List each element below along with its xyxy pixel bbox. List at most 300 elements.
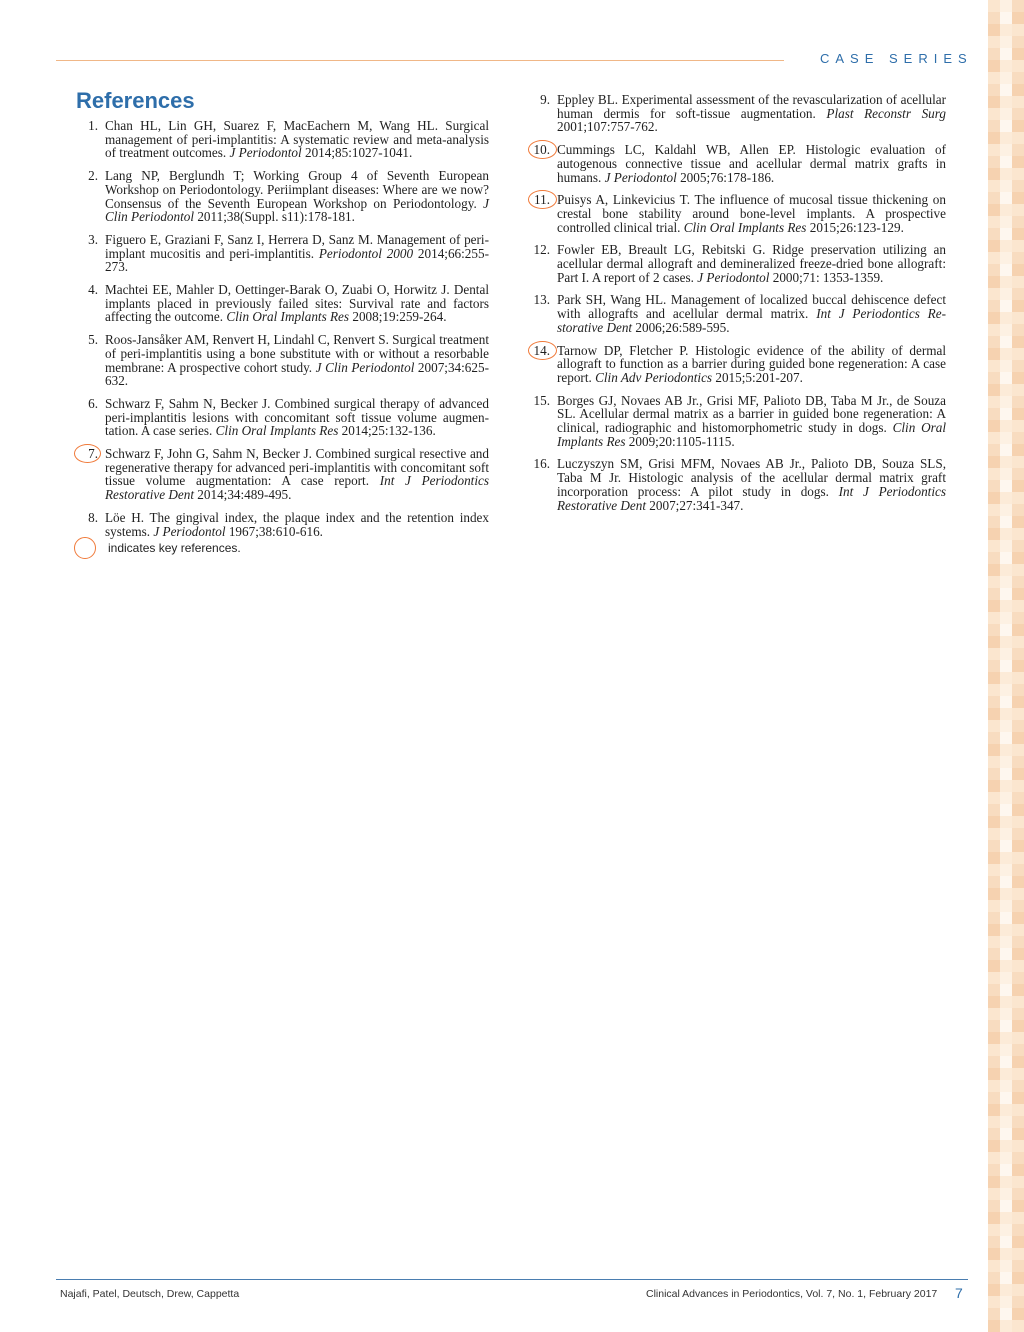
deco-tile [1012, 144, 1024, 156]
reference-text: Puisys A, Linkevicius T. The influence of mucosal tissue thickening on crestal bone stability around bone-level implants. A prospective controlled clinical trial. [557, 192, 946, 235]
deco-tile [988, 816, 1000, 828]
deco-tile [988, 960, 1000, 972]
deco-tile [988, 912, 1000, 924]
deco-tile [1012, 348, 1024, 360]
reference-text: 2006;26:589-595. [632, 319, 730, 335]
references-list-left [78, 119, 489, 547]
deco-tile [988, 12, 1000, 24]
deco-tile [1000, 516, 1012, 528]
deco-tile [988, 1080, 1000, 1092]
deco-tile [1012, 888, 1024, 900]
deco-tile [1012, 816, 1024, 828]
footer-journal: Clinical Advances in Periodontics, Vol. 7, No. 1, February 2017 [646, 1288, 938, 1300]
deco-tile [1012, 516, 1024, 528]
deco-tile [1012, 336, 1024, 348]
deco-tile [1000, 1248, 1012, 1260]
deco-tile [1012, 720, 1024, 732]
deco-tile [1000, 1044, 1012, 1056]
deco-tile [1012, 1068, 1024, 1080]
deco-tile [988, 312, 1000, 324]
reference-text: Luczyszyn SM, Grisi MFM, Novaes AB Jr., Palioto DB, Souza SLS, Taba M Jr. Histologic analysis of the acellular dermal matrix graft incorporation process: A pilot study in dogs. [557, 456, 946, 499]
reference-text: Machtei EE, Mahler D, Oettinger-Barak O, Zuabi O, Horwitz J. Dental implants placed in previously failed sites: Survival rate and factors affecting the outcome. [105, 282, 489, 325]
deco-tile [1012, 72, 1024, 84]
deco-tile [988, 1296, 1000, 1308]
deco-tile [988, 24, 1000, 36]
reference-item [530, 293, 946, 334]
deco-tile [1012, 624, 1024, 636]
deco-tile [1000, 600, 1012, 612]
deco-tile [988, 0, 1000, 12]
deco-tile [1000, 1020, 1012, 1032]
deco-tile [1000, 696, 1012, 708]
deco-tile [988, 576, 1000, 588]
deco-tile [1012, 744, 1024, 756]
reference-text: Cummings LC, Kaldahl WB, Allen EP. Histologic evaluation of autogenous connective tissue and acellular dermal matrix grafts in humans. [557, 142, 946, 185]
deco-tile [988, 192, 1000, 204]
deco-tile [988, 480, 1000, 492]
deco-tile [1000, 780, 1012, 792]
reference-item [530, 143, 946, 184]
reference-item [78, 283, 489, 324]
journal-title: Plast Reconstr Surg [826, 105, 946, 121]
key-reference-circle-icon [74, 537, 96, 559]
deco-tile [1012, 1116, 1024, 1128]
deco-tile [1000, 24, 1012, 36]
deco-tile [1000, 1224, 1012, 1236]
deco-tile [1000, 264, 1012, 276]
deco-tile [1012, 1032, 1024, 1044]
deco-tile [1012, 504, 1024, 516]
deco-tile [1000, 300, 1012, 312]
journal-title: J Periodontol [604, 169, 677, 185]
deco-tile [988, 300, 1000, 312]
deco-tile [1000, 912, 1012, 924]
deco-tile [988, 1176, 1000, 1188]
deco-tile [988, 804, 1000, 816]
key-reference-circle-icon [74, 444, 101, 463]
deco-tile [1000, 480, 1012, 492]
deco-tile [988, 780, 1000, 792]
deco-tile [1000, 156, 1012, 168]
reference-text: Eppley BL. Experimental assessment of the revascularization of acellular human dermis for soft-tissue augmentation. [557, 92, 946, 121]
reference-text: 2000;71: 1353-1359. [769, 269, 884, 285]
references-list-right [530, 93, 946, 521]
reference-item [530, 193, 946, 234]
deco-tile [988, 240, 1000, 252]
deco-tile [1012, 600, 1024, 612]
reference-number: 12. [533, 242, 550, 258]
deco-tile [988, 1032, 1000, 1044]
reference-item [78, 511, 489, 538]
deco-tile [1012, 204, 1024, 216]
deco-tile [1012, 12, 1024, 24]
deco-tile [988, 72, 1000, 84]
deco-tile [1012, 24, 1024, 36]
deco-tile [988, 624, 1000, 636]
deco-tile [988, 876, 1000, 888]
deco-tile [1000, 672, 1012, 684]
page-number: 7 [955, 1285, 963, 1301]
deco-tile [1000, 420, 1012, 432]
reference-text: 2005;76:178-186. [676, 169, 775, 185]
deco-tile [1012, 672, 1024, 684]
deco-tile [1012, 288, 1024, 300]
deco-tile [988, 972, 1000, 984]
deco-tile [1012, 768, 1024, 780]
deco-tile [988, 276, 1000, 288]
deco-tile [1012, 708, 1024, 720]
deco-tile [1012, 168, 1024, 180]
deco-tile [1000, 180, 1012, 192]
footer-authors: Najafi, Patel, Deutsch, Drew, Cappetta [60, 1288, 240, 1300]
journal-title: Clin Oral Implants Res [683, 219, 807, 235]
deco-tile [1000, 1164, 1012, 1176]
deco-tile [1000, 876, 1012, 888]
deco-tile [988, 1284, 1000, 1296]
deco-tile [1000, 312, 1012, 324]
journal-title: J Clin Periodontol [315, 359, 415, 375]
deco-tile [1000, 336, 1012, 348]
deco-tile [1000, 804, 1012, 816]
deco-tile [988, 264, 1000, 276]
section-label: CASE SERIES [820, 51, 973, 66]
deco-tile [988, 372, 1000, 384]
deco-tile [1012, 1272, 1024, 1284]
reference-number: 4. [88, 282, 98, 298]
deco-tile [1012, 216, 1024, 228]
deco-tile [1012, 468, 1024, 480]
deco-tile [1012, 228, 1024, 240]
deco-tile [988, 732, 1000, 744]
reference-item [530, 394, 946, 449]
deco-tile [1012, 396, 1024, 408]
key-reference-circle-icon [528, 341, 557, 360]
deco-tile [1000, 756, 1012, 768]
deco-tile [1012, 180, 1024, 192]
journal-title: Int J Periodontics Restorative Dent [557, 483, 946, 513]
deco-tile [1000, 0, 1012, 12]
deco-tile [1012, 1176, 1024, 1188]
reference-text: 2007;27:341-347. [646, 497, 744, 513]
deco-tile [1000, 1272, 1012, 1284]
deco-tile [988, 1008, 1000, 1020]
deco-tile [1000, 408, 1012, 420]
deco-tile [988, 900, 1000, 912]
deco-tile [1000, 432, 1012, 444]
deco-tile [988, 708, 1000, 720]
reference-text: Schwarz F, John G, Sahm N, Becker J. Combined surgical resective and regenerative therapy for advanced peri-implantitis with concomitant soft tissue volume augmentation: A case report. [105, 446, 489, 489]
deco-tile [1012, 900, 1024, 912]
deco-tile [1000, 36, 1012, 48]
deco-tile [988, 684, 1000, 696]
deco-tile [988, 564, 1000, 576]
deco-tile [988, 840, 1000, 852]
deco-tile [1000, 1128, 1012, 1140]
journal-title: J Periodontol [153, 523, 226, 539]
reference-item [78, 169, 489, 224]
deco-tile [988, 648, 1000, 660]
references-heading: References [76, 88, 195, 113]
deco-tile [1000, 864, 1012, 876]
reference-number: 6. [88, 395, 98, 411]
reference-text: Löe H. The gingival index, the plaque index and the retention index systems. [105, 509, 489, 539]
journal-title: Clin Adv Periodontics [595, 369, 713, 385]
deco-tile [1000, 612, 1012, 624]
deco-tile [1012, 1296, 1024, 1308]
deco-tile [1000, 624, 1012, 636]
deco-tile [988, 1128, 1000, 1140]
journal-title: Int J Periodontics Restorative Dent [557, 306, 947, 335]
deco-tile [1012, 540, 1024, 552]
reference-number: 15. [533, 392, 550, 408]
deco-tile [988, 984, 1000, 996]
deco-tile [1012, 444, 1024, 456]
deco-tile [988, 144, 1000, 156]
journal-title: Clin Oral Implants Res [226, 309, 350, 325]
deco-tile [1012, 456, 1024, 468]
deco-tile [1000, 1092, 1012, 1104]
deco-tile [1012, 876, 1024, 888]
deco-tile [1000, 1140, 1012, 1152]
journal-title: Periodontol 2000 [318, 245, 414, 261]
deco-tile [1012, 660, 1024, 672]
journal-title: Clin Oral Implants Res [215, 423, 339, 439]
reference-text: Figuero E, Graziani F, Sanz I, Herrera D, Sanz M. Management of peri-implant mucositis and peri-implantitis. [105, 231, 489, 261]
reference-text: 2009;20:1105-1115. [625, 433, 735, 449]
deco-tile [1012, 1128, 1024, 1140]
deco-tile [1012, 252, 1024, 264]
footer-rule [56, 1279, 968, 1280]
deco-tile [1012, 732, 1024, 744]
deco-tile [988, 504, 1000, 516]
deco-tile [988, 456, 1000, 468]
deco-tile [1000, 1152, 1012, 1164]
deco-tile [988, 216, 1000, 228]
reference-text: 2015;26:123-129. [806, 219, 904, 235]
deco-tile [1012, 240, 1024, 252]
deco-tile [1012, 132, 1024, 144]
deco-tile [1000, 276, 1012, 288]
deco-tile [1000, 1308, 1012, 1320]
reference-text: Chan HL, Lin GH, Suarez F, MacEachern M, Wang HL. Surgical management of peri-implantitis: A systematic review and meta-analysis of treatment outcomes. [105, 118, 489, 161]
reference-text: 2014;66:255-273. [105, 245, 489, 275]
deco-tile [1012, 864, 1024, 876]
deco-tile [1012, 432, 1024, 444]
deco-tile [988, 288, 1000, 300]
deco-tile [1012, 972, 1024, 984]
deco-tile [1012, 1320, 1024, 1332]
deco-tile [1012, 192, 1024, 204]
deco-tile [1000, 144, 1012, 156]
deco-tile [1012, 1284, 1024, 1296]
deco-tile [1000, 132, 1012, 144]
journal-title: Clin Oral Implants Res [557, 420, 946, 449]
journal-title: J Periodontol [697, 269, 770, 285]
header-rule [56, 60, 784, 61]
deco-tile [1000, 1080, 1012, 1092]
key-reference-circle-icon [528, 190, 557, 209]
deco-tile [1012, 420, 1024, 432]
deco-tile [1012, 912, 1024, 924]
deco-tile [1000, 648, 1012, 660]
deco-tile [1012, 1080, 1024, 1092]
deco-tile [1000, 660, 1012, 672]
reference-item [78, 447, 489, 502]
reference-item [78, 233, 489, 274]
deco-tile [988, 1212, 1000, 1224]
deco-tile [988, 936, 1000, 948]
deco-tile [1000, 1032, 1012, 1044]
deco-tile [988, 552, 1000, 564]
reference-number: 5. [88, 332, 98, 348]
deco-tile [1000, 1068, 1012, 1080]
reference-number: 8. [88, 509, 98, 525]
deco-tile [988, 384, 1000, 396]
reference-number: 11. [534, 192, 550, 208]
deco-tile [988, 636, 1000, 648]
deco-tile [988, 1248, 1000, 1260]
deco-tile [1012, 1308, 1024, 1320]
deco-tile [1012, 1140, 1024, 1152]
deco-tile [1000, 372, 1012, 384]
deco-tile [1012, 852, 1024, 864]
reference-item [78, 119, 489, 160]
deco-tile [988, 744, 1000, 756]
reference-text: 2011;38(Suppl. s11):178-181. [194, 209, 355, 225]
deco-tile [1000, 1104, 1012, 1116]
deco-tile [1012, 84, 1024, 96]
reference-text: 2008;19:259-264. [349, 309, 447, 325]
deco-tile [988, 252, 1000, 264]
deco-tile [988, 1164, 1000, 1176]
deco-tile [1000, 744, 1012, 756]
deco-tile [1012, 996, 1024, 1008]
deco-tile [1012, 780, 1024, 792]
deco-tile [1000, 168, 1012, 180]
deco-tile [1000, 1284, 1012, 1296]
deco-tile [988, 672, 1000, 684]
deco-tile [1012, 492, 1024, 504]
reference-text: Fowler EB, Breault LG, Rebitski G. Ridge preservation utilizing an acellular dermal allograft and demineralized freeze-dried bone allograft: Part I. A report of 2 cases. [557, 242, 946, 285]
deco-tile [1000, 108, 1012, 120]
journal-title: J Clin Periodontol [105, 195, 489, 225]
reference-text: Schwarz F, Sahm N, Becker J. Combined surgical therapy of advanced peri-implantitis lesions with concomitant soft tissue volume augmentation. A case series. [105, 395, 489, 439]
deco-tile [1012, 264, 1024, 276]
deco-tile [1000, 1188, 1012, 1200]
deco-tile [988, 48, 1000, 60]
reference-text: 1967;38:610-616. [225, 523, 323, 539]
deco-tile [988, 132, 1000, 144]
deco-tile [1000, 468, 1012, 480]
key-reference-circle-icon [528, 140, 557, 159]
deco-tile [1000, 444, 1012, 456]
deco-tile [1000, 720, 1012, 732]
deco-tile [1012, 1236, 1024, 1248]
deco-tile [1012, 108, 1024, 120]
deco-tile [988, 1272, 1000, 1284]
deco-tile [1012, 1020, 1024, 1032]
deco-tile [1000, 936, 1012, 948]
deco-tile [988, 204, 1000, 216]
deco-tile [1012, 636, 1024, 648]
deco-tile [1000, 240, 1012, 252]
deco-tile [1000, 564, 1012, 576]
deco-tile [1000, 396, 1012, 408]
journal-title: Int J Periodontics Restorative Dent [105, 473, 489, 503]
deco-tile [1012, 1212, 1024, 1224]
deco-tile [1000, 228, 1012, 240]
deco-tile [988, 444, 1000, 456]
deco-tile [1000, 972, 1012, 984]
deco-tile [988, 1140, 1000, 1152]
deco-tile [1012, 696, 1024, 708]
reference-text: 2015;5:201-207. [712, 369, 803, 385]
deco-tile [988, 1020, 1000, 1032]
deco-tile [1012, 948, 1024, 960]
deco-tile [1012, 1008, 1024, 1020]
deco-tile [1000, 792, 1012, 804]
deco-tile [1012, 564, 1024, 576]
deco-tile [1000, 1008, 1012, 1020]
deco-tile [988, 828, 1000, 840]
deco-tile [1000, 828, 1012, 840]
deco-tile [1000, 72, 1012, 84]
deco-tile [1000, 552, 1012, 564]
deco-tile [1012, 936, 1024, 948]
reference-number: 2. [88, 168, 98, 184]
deco-tile [1000, 192, 1012, 204]
deco-tile [1000, 1236, 1012, 1248]
deco-tile [988, 468, 1000, 480]
deco-tile [988, 1056, 1000, 1068]
deco-tile [988, 1308, 1000, 1320]
deco-tile [988, 120, 1000, 132]
deco-tile [1012, 48, 1024, 60]
deco-tile [988, 168, 1000, 180]
deco-tile [1000, 1176, 1012, 1188]
reference-text: Borges GJ, Novaes AB Jr., Grisi MF, Palioto DB, Taba M Jr., de Souza SL. Acellular dermal matrix as a barrier in guided bone regeneration: A clinical, radiographic and histomorphometric study in dogs. [557, 392, 946, 436]
reference-number: 16. [533, 456, 550, 472]
deco-tile [988, 336, 1000, 348]
deco-tile [1000, 1056, 1012, 1068]
deco-tile [988, 864, 1000, 876]
deco-tile [988, 660, 1000, 672]
deco-tile [1012, 408, 1024, 420]
deco-tile [988, 348, 1000, 360]
deco-tile [1012, 300, 1024, 312]
deco-tile [1012, 984, 1024, 996]
deco-tile [1000, 984, 1012, 996]
deco-tile [988, 1044, 1000, 1056]
deco-tile [1012, 1044, 1024, 1056]
deco-tile [988, 1224, 1000, 1236]
deco-tile [988, 996, 1000, 1008]
deco-tile [1000, 900, 1012, 912]
deco-tile [988, 36, 1000, 48]
reference-number: 7. [88, 446, 98, 462]
reference-text: Tarnow DP, Fletcher P. Histologic evidence of the ability of dermal allograft to function as a barrier during guided bone regeneration: A case report. [557, 342, 946, 385]
deco-tile [1012, 828, 1024, 840]
deco-tile [1000, 216, 1012, 228]
deco-tile [1012, 1200, 1024, 1212]
deco-tile [1000, 996, 1012, 1008]
deco-tile [988, 228, 1000, 240]
deco-tile [1012, 648, 1024, 660]
deco-tile [1012, 1248, 1024, 1260]
reference-text: 2014;34:489-495. [194, 487, 292, 503]
deco-tile [988, 924, 1000, 936]
reference-number: 14. [533, 342, 550, 358]
